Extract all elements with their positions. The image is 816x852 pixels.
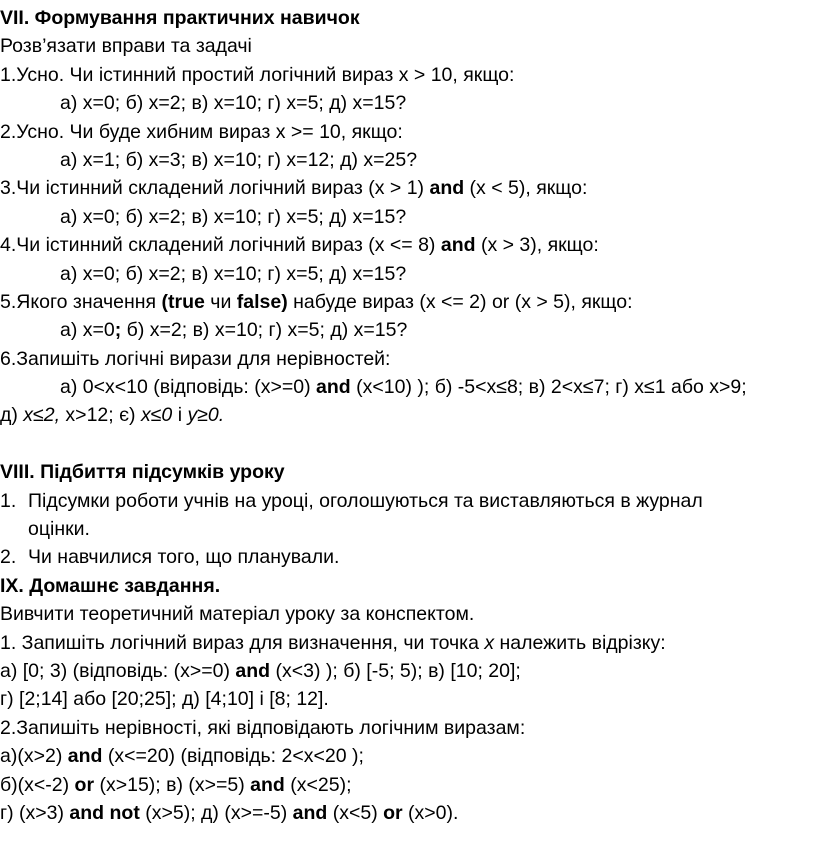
item-text: Підсумки роботи учнів на уроці, оголошуються та виставляються в журнал [28, 489, 703, 512]
task-2-line-3-text: г) (x>3) [0, 801, 70, 824]
question-4-tail: (x > 3), якщо: [475, 234, 599, 257]
task-2-line-1-tail: (x<=20) (відповідь: 2<x<20 ); [102, 745, 364, 768]
question-5-tail: набуде вираз (x <= 2) or (x > 5), якщо: [287, 290, 633, 313]
section-9-title: IX. Домашнє завдання. [0, 574, 221, 597]
task-2-line-1 [0, 742, 810, 770]
question-4-options: а) x=0; б) x=2; в) x=10; г) x=5; д) x=15? [60, 262, 407, 285]
task-2: 2.Запишіть нерівності, які відповідають логічним виразам: [0, 716, 526, 739]
task-2-line-3 [0, 799, 810, 827]
option-a: а) x=0 [60, 319, 115, 342]
option-a-semicolon: ; [114, 319, 122, 342]
task-1-line-1 [0, 657, 810, 685]
item-number: 1. [0, 489, 17, 512]
question-4 [0, 231, 810, 259]
task-2-line-3-mid-2: (x<5) [327, 801, 384, 824]
options-rest: б) x=2; в) x=10; г) x=5; д) x=15? [121, 319, 408, 342]
and-keyword: and [235, 659, 271, 682]
task-1-var: x [484, 631, 495, 654]
item-text: Чи навчилися того, що планували. [28, 546, 340, 569]
question-5-mid: чи [204, 290, 237, 313]
option-e-conj: і [172, 404, 188, 427]
question-2: 2.Усно. Чи буде хибним вираз x >= 10, якщо: [0, 120, 403, 143]
question-2-options: а) x=1; б) x=3; в) x=10; г) x=12; д) x=25? [60, 148, 418, 171]
and-keyword: and [316, 376, 351, 399]
task-2-line-3-tail: (x>0). [402, 801, 459, 824]
question-5 [0, 288, 810, 316]
section-9-intro: Вивчити теоретичний матеріал уроку за конспектом. [0, 603, 475, 626]
section-7-title: VII. Формування практичних навичок [0, 7, 360, 29]
and-keyword: and [250, 773, 285, 796]
section-8-title: VIII. Підбиття підсумків уроку [0, 461, 285, 484]
or-keyword: or [383, 801, 403, 824]
task-1-text: 1. Запишіть логічний вираз для визначення, чи точка [0, 631, 485, 654]
question-6-line-1 [0, 373, 810, 401]
item-number: 2. [0, 546, 17, 569]
task-1 [0, 629, 810, 657]
task-1-line-2: г) [2;14] або [20;25]; д) [4;10] і [8; 12]. [0, 688, 329, 711]
false-keyword: false) [236, 290, 288, 313]
question-3-text: 3.Чи істинний складений логічний вираз (x > 1) [0, 177, 430, 200]
question-4-text: 4.Чи істинний складений логічний вираз (x <= 8) [0, 234, 441, 257]
option-d-tail: x>12; є) [60, 404, 141, 427]
and-not-keyword: and not [69, 801, 140, 824]
or-keyword: or [74, 773, 95, 796]
option-d-expr: x≤2, [23, 404, 61, 427]
section-8-item-1-cont: оцінки. [28, 518, 90, 541]
task-2-line-3-mid: (x>5); д) (x>=-5) [139, 801, 293, 824]
and-keyword: and [67, 745, 103, 768]
question-6-line-1-tail: (x<10) ); б) -5<x≤8; в) 2<x≤7; г) x≤1 або x>9; [350, 376, 747, 399]
option-e-expr-1: x≤0 [140, 404, 173, 427]
task-1-line-1-tail: (x<3) ); б) [-5; 5); в) [10; 20]; [270, 659, 521, 682]
question-3 [0, 174, 810, 202]
question-5-text: 5.Якого значення [0, 290, 162, 313]
and-keyword: and [429, 177, 465, 200]
question-1-options: а) x=0; б) x=2; в) x=10; г) x=5; д) x=15? [60, 92, 407, 115]
task-2-line-1-text: а)(x>2) [0, 745, 68, 768]
section-7-intro: Розв’язати вправи та задачі [0, 35, 252, 58]
and-keyword: and [440, 234, 476, 257]
task-1-tail: належить відрізку: [494, 631, 666, 654]
true-keyword: (true [161, 290, 205, 313]
question-3-options: а) x=0; б) x=2; в) x=10; г) x=5; д) x=15? [60, 205, 407, 228]
question-5-options [0, 316, 810, 344]
option-e-expr-2: y≥0. [187, 404, 225, 427]
question-6-line-2 [0, 401, 810, 429]
task-2-line-2-mid: (x>15); в) (x>=5) [94, 773, 251, 796]
question-3-tail: (x < 5), якщо: [464, 177, 588, 200]
blank-line [0, 430, 810, 458]
section-8-item-2 [0, 543, 810, 571]
and-keyword: and [292, 801, 328, 824]
option-d-label: д) [0, 404, 24, 427]
question-6-line-1-text: а) 0<x<10 (відповідь: (x>=0) [60, 376, 317, 399]
question-1: 1.Усно. Чи істинний простий логічний вираз x > 10, якщо: [0, 63, 515, 86]
section-8-item-1 [0, 487, 810, 515]
task-2-line-2-text: б)(x<-2) [0, 773, 75, 796]
task-2-line-2 [0, 771, 810, 799]
question-6: 6.Запишіть логічні вирази для нерівностей: [0, 347, 391, 370]
task-2-line-2-tail: (x<25); [284, 773, 352, 796]
task-1-line-1-text: а) [0; 3) (відповідь: (x>=0) [0, 659, 236, 682]
